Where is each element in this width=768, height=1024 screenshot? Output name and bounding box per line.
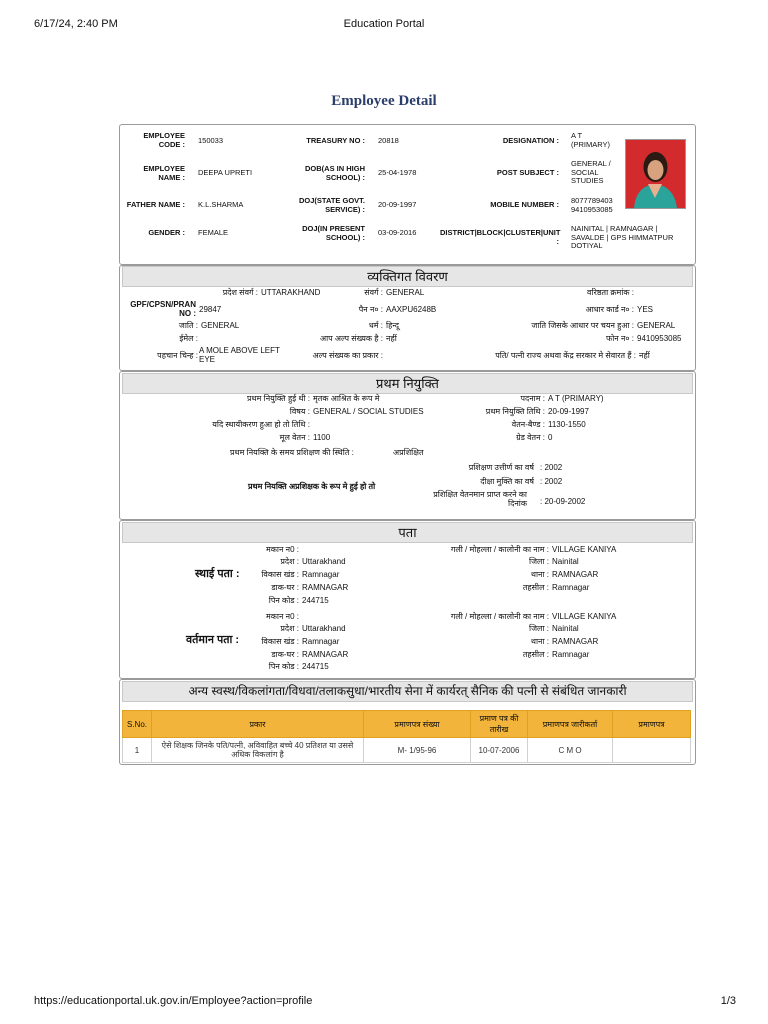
print-datetime: 6/17/24, 2:40 PM bbox=[34, 18, 118, 30]
training-value: अप्रशिक्षित bbox=[393, 448, 424, 457]
row-cert[interactable] bbox=[613, 738, 691, 763]
scale-label: प्रशिक्षित वेतनमान प्राप्त करने का दिनांक bbox=[433, 490, 527, 508]
perm-tehsil-value: Ramnagar bbox=[552, 583, 590, 592]
basic-value: 1100 bbox=[313, 433, 331, 442]
treasury-label: TREASURY NO : bbox=[306, 136, 365, 145]
appt-date-label: प्रथम नियुक्ति तिथि : bbox=[485, 407, 545, 416]
certificate-table-header bbox=[123, 711, 691, 738]
doj-govt-label: DOJ(STATE GOVT. SERVICE) : bbox=[299, 196, 365, 214]
mobile-label: MOBILE NUMBER : bbox=[490, 200, 559, 209]
print-page: 1/3 bbox=[720, 995, 736, 1007]
gpf-value: 29847 bbox=[199, 305, 222, 314]
row-number: M- 1/95-96 bbox=[364, 738, 471, 763]
diksha-label: दीक्षा मुक्ति का वर्ष bbox=[480, 477, 534, 486]
cur-street-value: VILLAGE KANIYA bbox=[552, 612, 617, 621]
treasury-value: 20818 bbox=[378, 136, 399, 145]
perm-street-value: VILLAGE KANIYA bbox=[552, 545, 617, 554]
gender-value: FEMALE bbox=[198, 228, 229, 237]
phone-value: 9410953085 bbox=[637, 334, 682, 343]
caste-value: GENERAL bbox=[201, 321, 240, 330]
perm-state-label: प्रदेश : bbox=[280, 557, 299, 566]
col-cert: प्रमाणपत्र bbox=[613, 711, 691, 738]
current-address-label: वर्तमान पता : bbox=[186, 634, 240, 646]
spouse-value: नहीं bbox=[639, 351, 650, 360]
appt-type-value: मृतक आश्रित के रूप मे bbox=[313, 394, 380, 403]
grade-label: ग्रेड वेतन : bbox=[516, 433, 545, 442]
district-label: DISTRICT|BLOCK|CLUSTER|UNIT : bbox=[440, 228, 561, 246]
row-date: 10-07-2006 bbox=[471, 738, 528, 763]
appointment-heading: प्रथम नियुक्ति bbox=[122, 373, 693, 394]
cur-street-label: गली / मोहल्ला / कालोनी का नाम : bbox=[450, 612, 549, 621]
perm-house-label: मकान न0 : bbox=[266, 545, 299, 554]
minority-value: नहीं bbox=[386, 334, 397, 343]
post-subject-label: POST SUBJECT : bbox=[496, 168, 559, 177]
scale-value: : 20-09-2002 bbox=[540, 497, 586, 506]
perm-district-label: जिला : bbox=[529, 557, 549, 566]
payband-label: वेतन-बैण्ड : bbox=[511, 420, 545, 429]
cur-tehsil-value: Ramnagar bbox=[552, 650, 590, 659]
print-url: https://educationportal.uk.gov.in/Employee?action=profile bbox=[34, 995, 313, 1007]
perm-state-value: Uttarakhand bbox=[302, 557, 346, 566]
seniority-label: वरिष्ठता क्रमांक : bbox=[587, 288, 634, 297]
perm-pin-value: 244715 bbox=[302, 596, 329, 605]
aadhar-label: आधार कार्ड न० : bbox=[585, 305, 634, 314]
samvarg-value: GENERAL bbox=[386, 288, 425, 297]
cur-tehsil-label: तहसील : bbox=[522, 650, 549, 659]
mobile-value: 8077789403 9410953085 bbox=[571, 196, 613, 214]
appt-date-value: 20-09-1997 bbox=[548, 407, 589, 416]
permanent-address-label: स्थाई पता : bbox=[195, 568, 240, 580]
cur-house-label: मकान न0 : bbox=[266, 612, 299, 621]
gpf-label: GPF/CPSN/PRAN NO : bbox=[130, 300, 196, 318]
caste-select-value: GENERAL bbox=[637, 321, 676, 330]
appt-subject-label: विषय : bbox=[289, 407, 310, 416]
cur-district-value: Nainital bbox=[552, 624, 579, 633]
col-number: प्रमाणपत्र संख्या bbox=[364, 711, 471, 738]
col-sno: S.No. bbox=[123, 711, 152, 738]
mark-value: A MOLE ABOVE LEFT EYE bbox=[199, 346, 280, 364]
pass-year-value: : 2002 bbox=[540, 463, 563, 472]
appt-post-label: पदनाम : bbox=[520, 394, 545, 403]
aadhar-value: YES bbox=[637, 305, 654, 314]
perm-thana-value: RAMNAGAR bbox=[552, 570, 599, 579]
appt-subject-value: GENERAL / SOCIAL STUDIES bbox=[313, 407, 424, 416]
doj-school-value: 03-09-2016 bbox=[378, 228, 417, 237]
personal-heading: व्यक्तिगत विवरण bbox=[122, 266, 693, 287]
perm-street-label: गली / मोहल्ला / कालोनी का नाम : bbox=[450, 545, 549, 554]
district-value: NAINITAL | RAMNAGAR | SAVALDE | GPS HIMMATPUR DOTIYAL bbox=[571, 224, 674, 250]
dob-value: 25-04-1978 bbox=[378, 168, 417, 177]
cur-district-label: जिला : bbox=[529, 624, 549, 633]
samvarg-label: संवर्ग : bbox=[364, 288, 383, 297]
doj-govt-value: 20-09-1997 bbox=[378, 200, 417, 209]
dob-label: DOB(AS IN HIGH SCHOOL) : bbox=[305, 164, 365, 182]
page-title: Employee Detail bbox=[331, 93, 437, 109]
designation-label: DESIGNATION : bbox=[502, 136, 559, 145]
perm-thana-label: थाना : bbox=[530, 570, 549, 579]
perm-district-value: Nainital bbox=[552, 557, 579, 566]
basic-label: मूल वेतन : bbox=[279, 433, 310, 442]
father-name-label: FATHER NAME : bbox=[126, 200, 185, 209]
col-type: प्रकार bbox=[152, 711, 364, 738]
table-row bbox=[123, 738, 691, 763]
mark-label: पहचान चिन्ह : bbox=[157, 351, 198, 360]
row-sno: 1 bbox=[123, 738, 152, 763]
diksha-value: : 2002 bbox=[540, 477, 563, 486]
religion-label: धर्म : bbox=[368, 321, 383, 330]
phone-label: फोन न० : bbox=[606, 334, 634, 343]
spouse-label: पति/ पत्नी राज्य अथवा केंद्र सरकार मे सेवारत हैं : bbox=[495, 351, 636, 360]
cur-state-value: Uttarakhand bbox=[302, 624, 346, 633]
cur-thana-value: RAMNAGAR bbox=[552, 637, 599, 646]
row-type: ऐसे शिक्षक जिनके पति/पत्नी, अविवाहित बच्चे 40 प्रतिशत या उससे अधिक विकलांग है bbox=[152, 738, 364, 763]
address-heading: पता bbox=[122, 522, 693, 543]
cur-pin-value: 244715 bbox=[302, 662, 329, 671]
minority-label: आप अल्प संख्यक है : bbox=[319, 334, 383, 343]
perm-po-value: RAMNAGAR bbox=[302, 583, 349, 592]
pan-label: पैन न० : bbox=[358, 305, 383, 314]
father-name: K.L.SHARMA bbox=[198, 200, 244, 209]
email-label: ईमेल : bbox=[179, 334, 198, 343]
employee-code: 150033 bbox=[198, 136, 224, 145]
post-subject-value: GENERAL / SOCIAL STUDIES bbox=[571, 159, 611, 185]
untrained-label: प्रथम नियक्ति अप्रशिक्षक के रूप मे हुई हो तो bbox=[248, 482, 376, 491]
employee-photo bbox=[625, 139, 686, 209]
col-date: प्रमाण पत्र की तारीख bbox=[471, 711, 528, 738]
cadre-value: UTTARAKHAND bbox=[261, 288, 321, 297]
cur-block-value: Ramnagar bbox=[302, 637, 340, 646]
cadre-label: प्रदेश संवर्ग : bbox=[222, 288, 258, 297]
certificate-table bbox=[122, 710, 691, 763]
cur-po-value: RAMNAGAR bbox=[302, 650, 349, 659]
doj-school-label: DOJ(IN PRESENT SCHOOL) : bbox=[302, 224, 365, 242]
perm-block-value: Ramnagar bbox=[302, 570, 340, 579]
address-card bbox=[119, 520, 696, 679]
perm-pin-label: पिन कोड : bbox=[268, 596, 299, 605]
caste-label: जाति : bbox=[178, 321, 198, 330]
training-label: प्रथम नियक्ति के समय प्रशिक्षण की स्थिति : bbox=[230, 448, 354, 457]
employee-name-label: EMPLOYEE NAME : bbox=[143, 164, 185, 182]
col-issuer: प्रमाणपत्र जारीकर्ता bbox=[528, 711, 613, 738]
religion-value: हिन्दू bbox=[386, 321, 400, 330]
designation-value: A T (PRIMARY) bbox=[571, 131, 611, 149]
cur-thana-label: थाना : bbox=[530, 637, 549, 646]
cur-pin-label: पिन कोड : bbox=[268, 662, 299, 671]
payband-value: 1130-1550 bbox=[548, 420, 586, 429]
gender-label: GENDER : bbox=[148, 228, 185, 237]
confirm-label: यदि स्थायीकरण हुआ हो तो तिथि : bbox=[212, 420, 310, 429]
row-issuer: C M O bbox=[528, 738, 613, 763]
caste-select-label: जाति जिसके आधार पर चयन हुआ : bbox=[531, 321, 634, 330]
pass-year-label: प्रशिक्षण उत्तीर्ण का वर्ष bbox=[468, 463, 534, 472]
pan-value: AAXPU6248B bbox=[386, 305, 437, 314]
employee-code-label: EMPLOYEE CODE : bbox=[143, 131, 185, 149]
perm-block-label: विकास खंड : bbox=[261, 570, 299, 579]
other-heading: अन्य स्वस्थ/विकलांगता/विधवा/तलाकसुधा/भारतीय सेना में कार्यरत् सैनिक की पत्नी से संबंधित जानकारी bbox=[122, 681, 693, 702]
cur-state-label: प्रदेश : bbox=[280, 624, 299, 633]
employee-name: DEEPA UPRETI bbox=[198, 168, 253, 177]
appt-post-value: A T (PRIMARY) bbox=[548, 394, 604, 403]
grade-value: 0 bbox=[548, 433, 553, 442]
appt-type-label: प्रथम नियुक्ति हुई थी : bbox=[247, 394, 310, 403]
cur-po-label: डाक-घर : bbox=[271, 650, 299, 659]
cur-block-label: विकास खंड : bbox=[261, 637, 299, 646]
minority-type-label: अल्प संख्यक का प्रकार : bbox=[312, 351, 383, 360]
print-title: Education Portal bbox=[343, 18, 425, 30]
perm-po-label: डाक-घर : bbox=[271, 583, 299, 592]
perm-tehsil-label: तहसील : bbox=[522, 583, 549, 592]
